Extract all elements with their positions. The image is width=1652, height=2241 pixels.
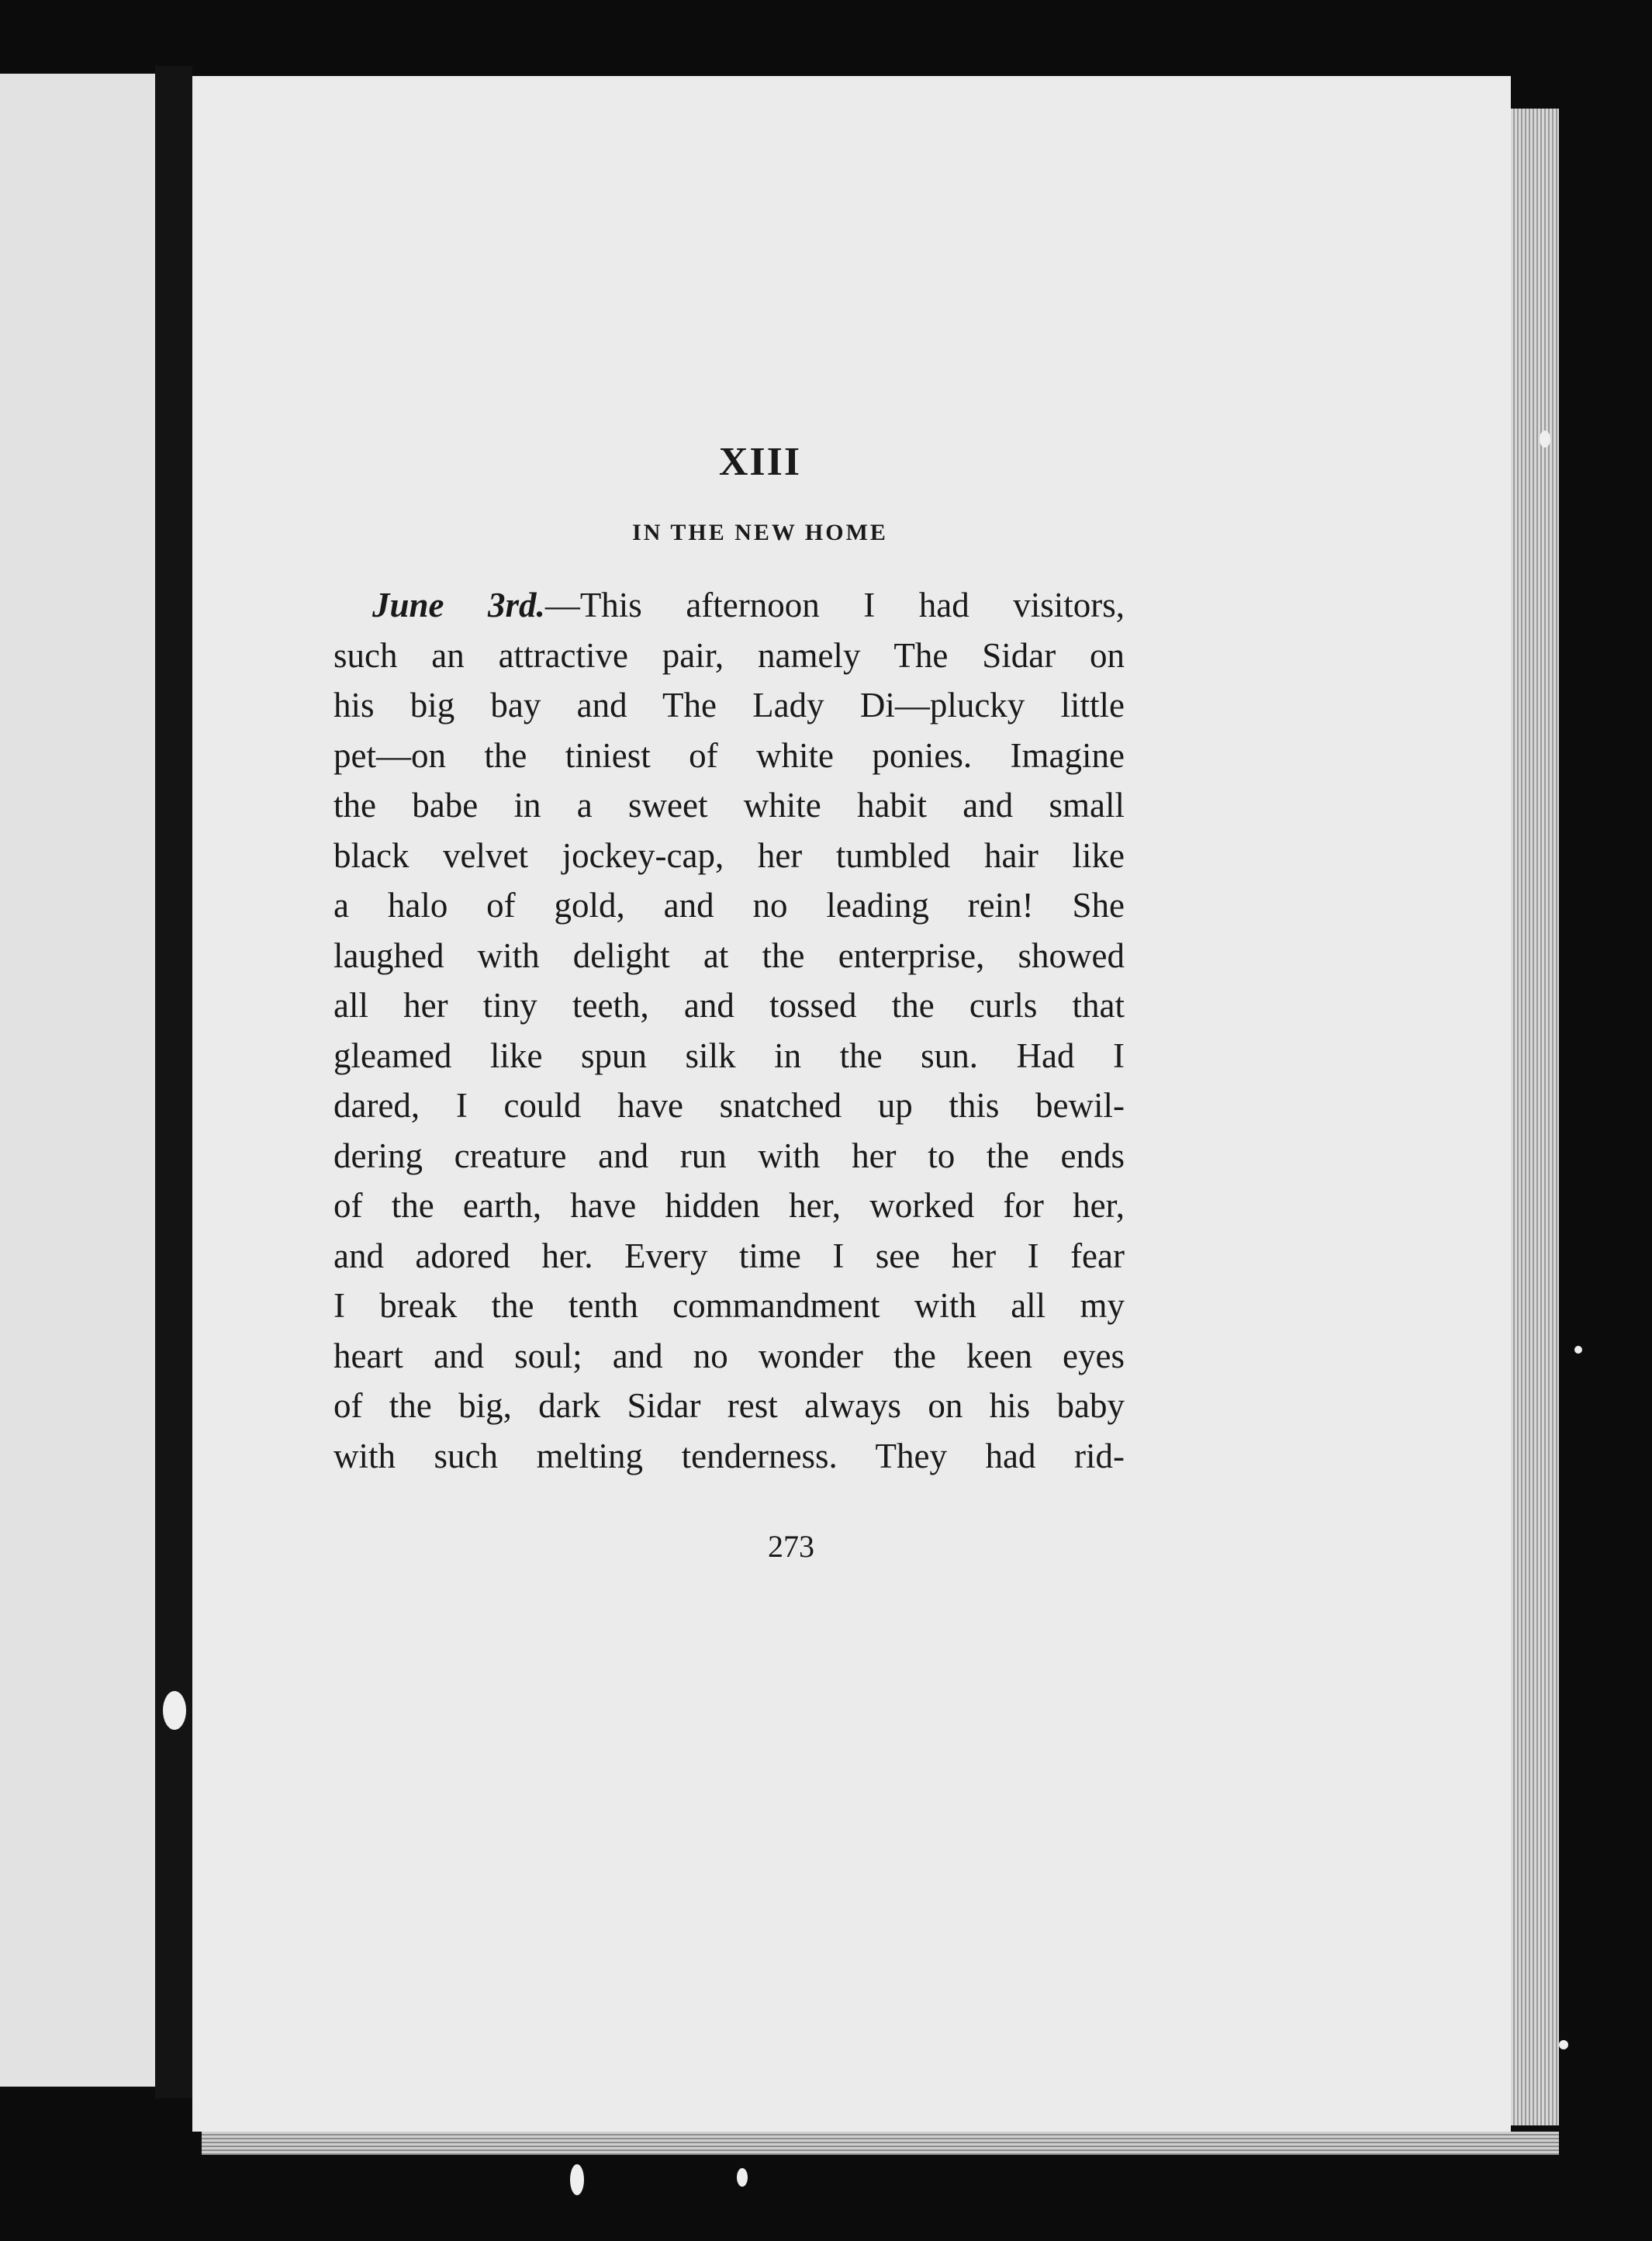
- text-line: heart and soul; and no wonder the keen eyes: [334, 1336, 1125, 1375]
- text-line: of the earth, have hidden her, worked for her,: [334, 1186, 1125, 1225]
- scan-speck: [1559, 2040, 1568, 2049]
- text-line: all her tiny teeth, and tossed the curls that: [334, 986, 1125, 1025]
- scan-speck: [163, 1691, 186, 1730]
- text-line: pet—on the tiniest of white ponies. Imagine: [334, 735, 1125, 775]
- body-paragraph: [334, 580, 1125, 1481]
- text-line: with such melting tenderness. They had rid-: [334, 1436, 1125, 1475]
- text-line: [334, 580, 1125, 631]
- text-line: the babe in a sweet white habit and small: [334, 786, 1125, 825]
- date-lead: June 3rd.: [372, 586, 545, 624]
- text-line: a halo of gold, and no leading rein! She: [334, 886, 1125, 925]
- text-line: dering creature and run with her to the ends: [334, 1136, 1125, 1175]
- text-line: I break the tenth commandment with all my: [334, 1286, 1125, 1325]
- page-edge-stack: [1511, 109, 1559, 2125]
- text-line: such an attractive pair, namely The Sidar on: [334, 635, 1125, 675]
- scan-speck: [570, 2164, 584, 2195]
- page-text-block: [334, 419, 1125, 1564]
- chapter-number: XIII: [718, 440, 802, 484]
- text-line: laughed with delight at the enterprise, showed: [334, 935, 1125, 975]
- scan-speck: [1574, 1346, 1582, 1354]
- text-line: black velvet jockey-cap, her tumbled hair like: [334, 835, 1125, 875]
- text-line: dared, I could have snatched up this bewil-: [334, 1086, 1125, 1125]
- text-line: of the big, dark Sidar rest always on his baby: [334, 1386, 1125, 1425]
- text-line: and adored her. Every time I see her I fear: [334, 1236, 1125, 1275]
- left-page-edge: [0, 74, 155, 2087]
- chapter-title: IN THE NEW HOME: [632, 520, 888, 545]
- page-number: 273: [768, 1529, 814, 1564]
- page-edge-stack-bottom: [202, 2132, 1559, 2155]
- book-gutter: [155, 66, 192, 2098]
- text-line-content: —This afternoon I had visitors,: [544, 586, 1125, 624]
- text-line: gleamed like spun silk in the sun. Had I: [334, 1036, 1125, 1075]
- scan-speck: [737, 2168, 748, 2187]
- text-line: his big bay and The Lady Di—plucky little: [334, 686, 1125, 725]
- scan-speck: [1540, 431, 1550, 448]
